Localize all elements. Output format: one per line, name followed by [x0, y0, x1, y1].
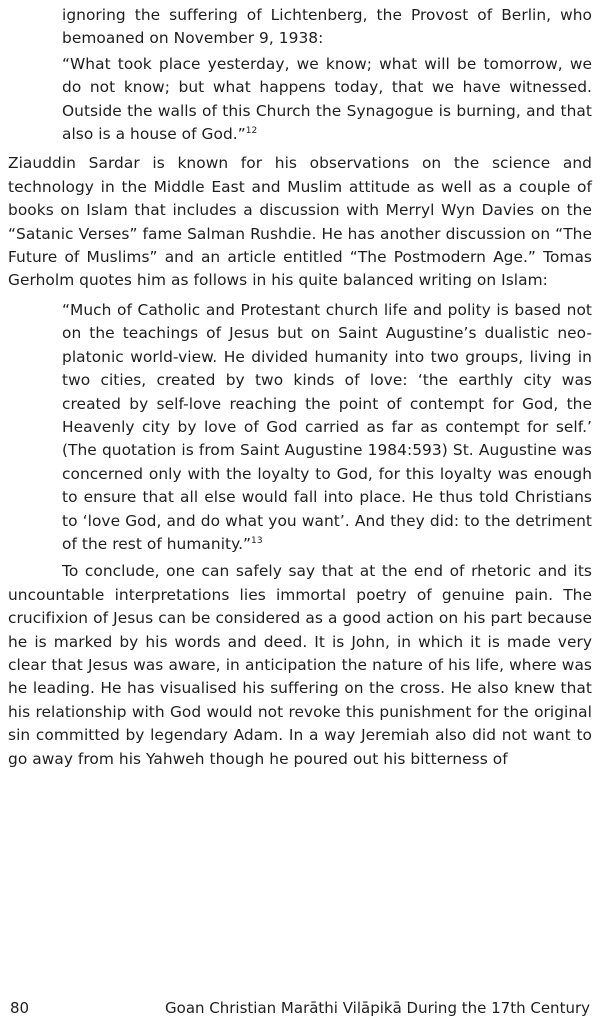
quote-text: “What took place yesterday, we know; what will be tomorrow, we do not know; but what happens today, that we have witnessed. Outside the walls of this Church the Synagogue is burning, and that also is a house of God.” [62, 54, 592, 144]
page-body [8, 4, 592, 771]
continued-paragraph: ignoring the suffering of Lichtenberg, the Provost of Berlin, who bemoaned on November 9, 1938: [62, 6, 592, 48]
paragraph-sardar: Ziauddin Sardar is known for his observations on the science and technology in the Middle East and Muslim attitude as well as a couple of books on Islam that includes a discussion with Merryl Wyn Davies on the “Satanic Verses” fame Salman Rushdie. He has another discussion on “The Future of Muslims” and an article entitled “The Postmodern Age.” Tomas Gerholm quotes him as follows in his quite balanced writing on Islam: [8, 154, 592, 290]
footnote-ref: 13 [251, 535, 263, 546]
page-number: 80 [10, 999, 30, 1017]
paragraph-conclusion: To conclude, one can safely say that at the end of rhetoric and its uncountable interpretations lies immortal poetry of genuine pain. The crucifixion of Jesus can be considered as a good action on his part because he is marked by his words and deed. It is John, in which it is made very clear that Jesus was aware, in anticipation the nature of his life, where was he leading. He has visualised his suffering on the cross. He also knew that his relationship with God would not revoke this punishment for the original sin committed by legendary Adam. In a way Jeremiah also did not want to go away from his Yahweh though he poured out his bitterness of [8, 562, 592, 768]
page-footer [8, 998, 592, 1018]
footnote-ref: 12 [245, 125, 258, 136]
quote-text: “Much of Catholic and Protestant church life and polity is based not on the teachings of Jesus but on Saint Augustine’s dualistic neo-platonic world-view. He divided humanity into two groups, living in two cities, created by two kinds of love: ‘the earthly city was created by self-love reaching the point of contempt for God, the Heavenly city by love of God carried as far as contempt for self.’ (The quotation is from Saint Augustine 1984:593) St. Augustine was concerned only with the loyalty to God, for this loyalty was enough to ensure that all else would fall into place. He thus told Christians to ‘love God, and do what you want’. And they did: to the detriment of the rest of humanity.” [62, 300, 592, 553]
block-quote-sardar [62, 299, 592, 556]
block-quote-lichtenberg [62, 53, 592, 147]
running-title: Goan Christian Marāthi Vilāpikā During the 17th Century [165, 999, 590, 1017]
